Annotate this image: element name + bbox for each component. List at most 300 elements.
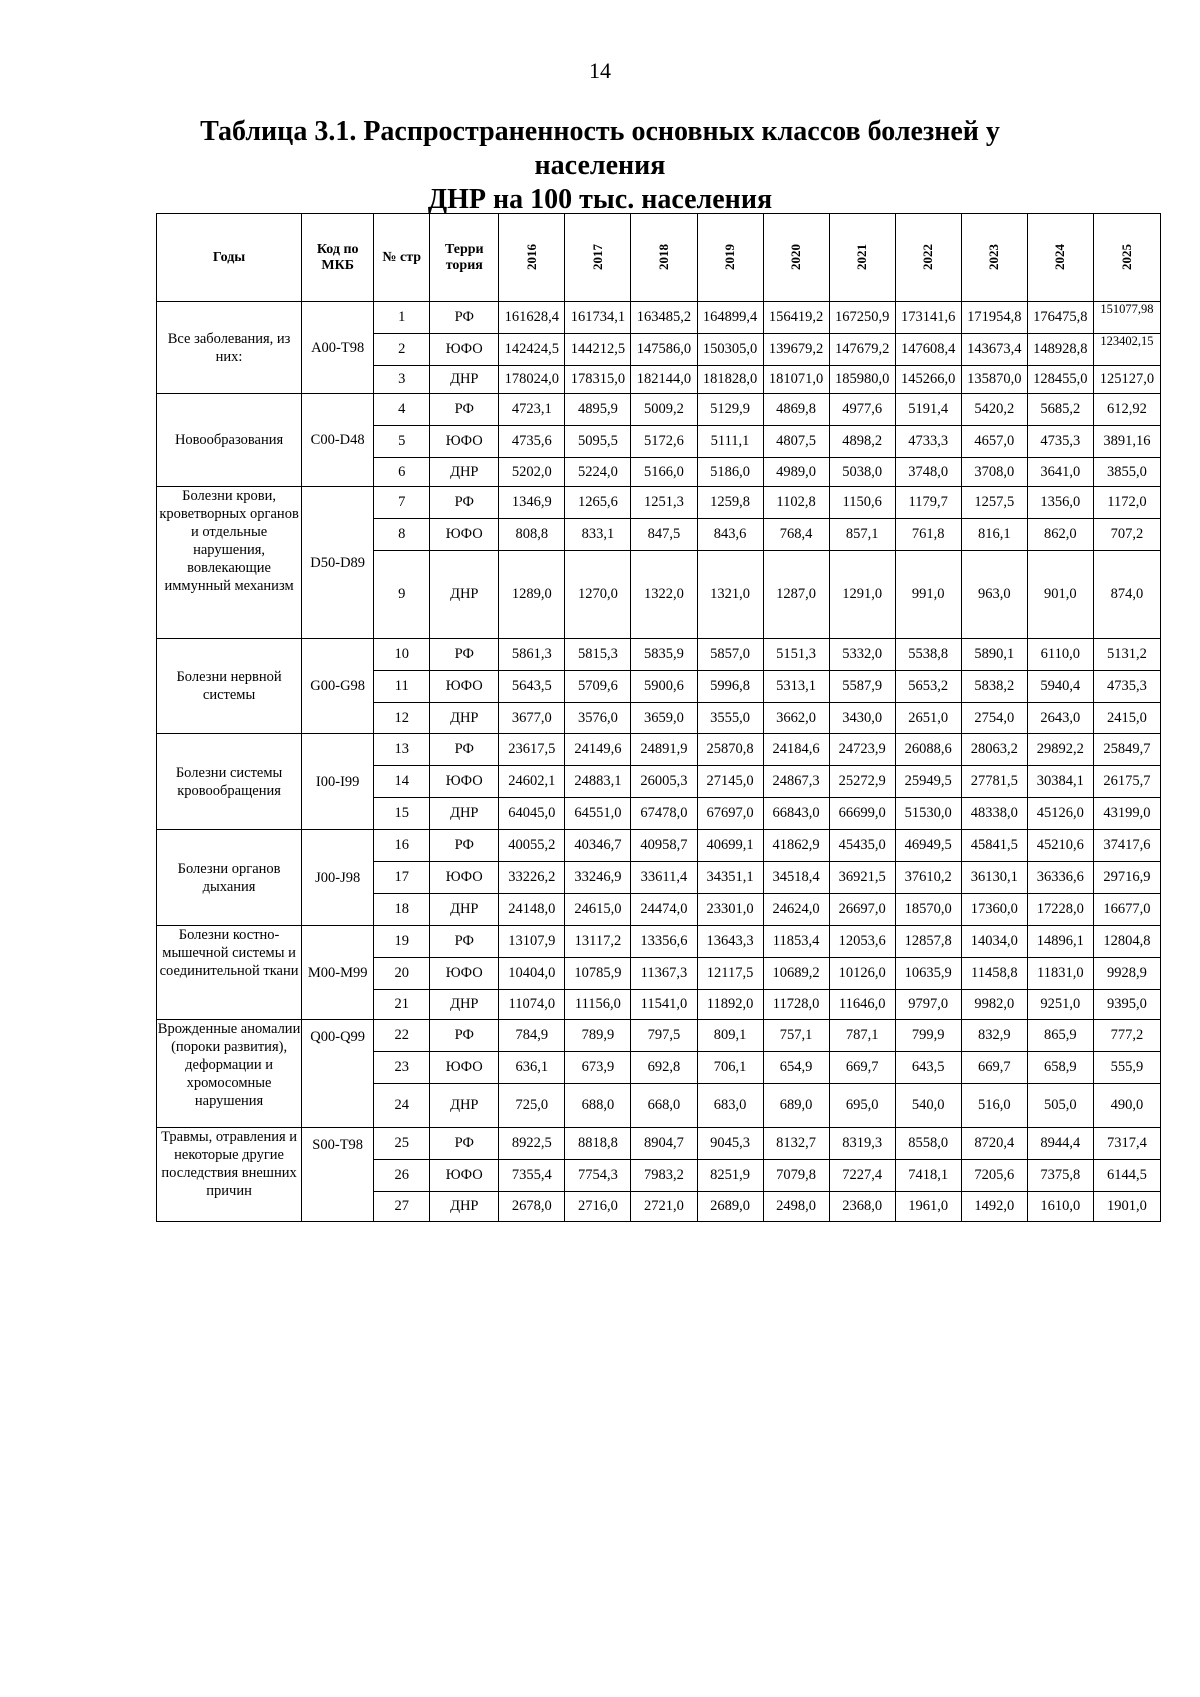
value-cell: 66843,0 — [763, 798, 829, 830]
disease-class-cell: Новообразования — [157, 394, 302, 487]
value-cell: 45126,0 — [1027, 798, 1093, 830]
value-cell: 11156,0 — [565, 990, 631, 1020]
row-number-cell: 12 — [374, 703, 430, 734]
header-year: 2017 — [565, 214, 631, 302]
value-cell: 1251,3 — [631, 487, 697, 519]
territory-cell: РФ — [430, 487, 499, 519]
table-row — [157, 1020, 1161, 1052]
value-cell: 5166,0 — [631, 458, 697, 487]
row-number-cell: 8 — [374, 519, 430, 551]
value-cell: 5313,1 — [763, 671, 829, 703]
value-cell: 636,1 — [499, 1052, 565, 1084]
territory-cell: ДНР — [430, 798, 499, 830]
value-cell: 3708,0 — [961, 458, 1027, 487]
value-cell: 789,9 — [565, 1020, 631, 1052]
value-cell: 7227,4 — [829, 1160, 895, 1192]
value-cell: 5940,4 — [1027, 671, 1093, 703]
value-cell: 51530,0 — [895, 798, 961, 830]
disease-prevalence-table — [156, 213, 1161, 1222]
value-cell: 46949,5 — [895, 830, 961, 862]
value-cell: 7079,8 — [763, 1160, 829, 1192]
value-cell: 8818,8 — [565, 1128, 631, 1160]
value-cell: 5900,6 — [631, 671, 697, 703]
value-cell: 24883,1 — [565, 766, 631, 798]
header-code: Код по МКБ — [302, 214, 374, 302]
header-year: 2021 — [829, 214, 895, 302]
disease-class-cell: Болезни нервной системы — [157, 639, 302, 734]
value-cell: 7754,3 — [565, 1160, 631, 1192]
value-cell: 29892,2 — [1027, 734, 1093, 766]
value-cell: 5890,1 — [961, 639, 1027, 671]
value-cell: 28063,2 — [961, 734, 1027, 766]
table-row — [157, 734, 1161, 766]
value-cell: 40055,2 — [499, 830, 565, 862]
value-cell: 612,92 — [1093, 394, 1160, 426]
value-cell: 45435,0 — [829, 830, 895, 862]
value-cell: 11074,0 — [499, 990, 565, 1020]
value-cell: 147679,2 — [829, 334, 895, 366]
value-cell: 4977,6 — [829, 394, 895, 426]
value-cell: 816,1 — [961, 519, 1027, 551]
value-cell: 8132,7 — [763, 1128, 829, 1160]
value-cell: 4735,3 — [1027, 426, 1093, 458]
value-cell: 12117,5 — [697, 958, 763, 990]
value-cell: 797,5 — [631, 1020, 697, 1052]
value-cell: 5996,8 — [697, 671, 763, 703]
value-cell: 37417,6 — [1093, 830, 1160, 862]
header-year: 2023 — [961, 214, 1027, 302]
value-cell: 181071,0 — [763, 366, 829, 394]
value-cell: 2721,0 — [631, 1192, 697, 1222]
value-cell: 26697,0 — [829, 894, 895, 926]
row-number-cell: 18 — [374, 894, 430, 926]
value-cell: 9251,0 — [1027, 990, 1093, 1020]
value-cell: 706,1 — [697, 1052, 763, 1084]
value-cell: 40699,1 — [697, 830, 763, 862]
header-year: 2025 — [1093, 214, 1160, 302]
territory-cell: ДНР — [430, 551, 499, 639]
table-row — [157, 1128, 1161, 1160]
value-cell: 11646,0 — [829, 990, 895, 1020]
value-cell: 142424,5 — [499, 334, 565, 366]
territory-cell: РФ — [430, 639, 499, 671]
row-number-cell: 17 — [374, 862, 430, 894]
value-cell: 658,9 — [1027, 1052, 1093, 1084]
value-cell: 857,1 — [829, 519, 895, 551]
value-cell: 5815,3 — [565, 639, 631, 671]
value-cell: 808,8 — [499, 519, 565, 551]
icd-code-cell: G00-G98 — [302, 639, 374, 734]
value-cell: 33226,2 — [499, 862, 565, 894]
value-cell: 10635,9 — [895, 958, 961, 990]
value-cell: 148928,8 — [1027, 334, 1093, 366]
value-cell: 26175,7 — [1093, 766, 1160, 798]
value-cell: 5857,0 — [697, 639, 763, 671]
value-cell: 17360,0 — [961, 894, 1027, 926]
value-cell: 8251,9 — [697, 1160, 763, 1192]
value-cell: 2651,0 — [895, 703, 961, 734]
value-cell: 24624,0 — [763, 894, 829, 926]
value-cell: 874,0 — [1093, 551, 1160, 639]
disease-class-cell: Все заболевания, из них: — [157, 302, 302, 394]
value-cell: 1901,0 — [1093, 1192, 1160, 1222]
value-cell: 669,7 — [961, 1052, 1027, 1084]
value-cell: 901,0 — [1027, 551, 1093, 639]
value-cell: 12857,8 — [895, 926, 961, 958]
value-cell: 865,9 — [1027, 1020, 1093, 1052]
header-year: 2022 — [895, 214, 961, 302]
value-cell: 9395,0 — [1093, 990, 1160, 1020]
value-cell: 1289,0 — [499, 551, 565, 639]
value-cell: 27781,5 — [961, 766, 1027, 798]
table-row — [157, 926, 1161, 958]
value-cell: 761,8 — [895, 519, 961, 551]
value-cell: 12804,8 — [1093, 926, 1160, 958]
value-cell: 2678,0 — [499, 1192, 565, 1222]
page-number: 14 — [589, 58, 611, 83]
value-cell: 2643,0 — [1027, 703, 1093, 734]
value-cell: 3662,0 — [763, 703, 829, 734]
value-cell: 64045,0 — [499, 798, 565, 830]
value-cell: 2689,0 — [697, 1192, 763, 1222]
value-cell: 10126,0 — [829, 958, 895, 990]
value-cell: 36336,6 — [1027, 862, 1093, 894]
value-cell: 654,9 — [763, 1052, 829, 1084]
value-cell: 847,5 — [631, 519, 697, 551]
value-cell: 8558,0 — [895, 1128, 961, 1160]
value-cell: 178315,0 — [565, 366, 631, 394]
row-number-cell: 20 — [374, 958, 430, 990]
value-cell: 3555,0 — [697, 703, 763, 734]
value-cell: 24474,0 — [631, 894, 697, 926]
value-cell: 33246,9 — [565, 862, 631, 894]
row-number-cell: 26 — [374, 1160, 430, 1192]
value-cell: 689,0 — [763, 1084, 829, 1128]
value-cell: 128455,0 — [1027, 366, 1093, 394]
row-number-cell: 15 — [374, 798, 430, 830]
value-cell: 33611,4 — [631, 862, 697, 894]
territory-cell: ДНР — [430, 703, 499, 734]
value-cell: 5709,6 — [565, 671, 631, 703]
territory-cell: РФ — [430, 734, 499, 766]
row-number-cell: 11 — [374, 671, 430, 703]
value-cell: 18570,0 — [895, 894, 961, 926]
value-cell: 8720,4 — [961, 1128, 1027, 1160]
value-cell: 26005,3 — [631, 766, 697, 798]
header-year: 2020 — [763, 214, 829, 302]
value-cell: 163485,2 — [631, 302, 697, 334]
value-cell: 36921,5 — [829, 862, 895, 894]
icd-code-cell: I00-I99 — [302, 734, 374, 830]
value-cell: 11458,8 — [961, 958, 1027, 990]
value-cell: 11831,0 — [1027, 958, 1093, 990]
value-cell: 3891,16 — [1093, 426, 1160, 458]
territory-cell: ДНР — [430, 458, 499, 487]
value-cell: 5151,3 — [763, 639, 829, 671]
value-cell: 4989,0 — [763, 458, 829, 487]
value-cell: 5202,0 — [499, 458, 565, 487]
value-cell: 178024,0 — [499, 366, 565, 394]
value-cell: 490,0 — [1093, 1084, 1160, 1128]
territory-cell: ЮФО — [430, 766, 499, 798]
value-cell: 1346,9 — [499, 487, 565, 519]
header-year: 2019 — [697, 214, 763, 302]
value-cell: 4735,6 — [499, 426, 565, 458]
value-cell: 6110,0 — [1027, 639, 1093, 671]
value-cell: 768,4 — [763, 519, 829, 551]
value-cell: 24149,6 — [565, 734, 631, 766]
value-cell: 7355,4 — [499, 1160, 565, 1192]
value-cell: 125127,0 — [1093, 366, 1160, 394]
value-cell: 36130,1 — [961, 862, 1027, 894]
value-cell: 5129,9 — [697, 394, 763, 426]
value-cell: 2498,0 — [763, 1192, 829, 1222]
value-cell: 2754,0 — [961, 703, 1027, 734]
value-cell: 48338,0 — [961, 798, 1027, 830]
territory-cell: ЮФО — [430, 862, 499, 894]
value-cell: 34351,1 — [697, 862, 763, 894]
value-cell: 3430,0 — [829, 703, 895, 734]
value-cell: 34518,4 — [763, 862, 829, 894]
value-cell: 13643,3 — [697, 926, 763, 958]
value-cell: 3641,0 — [1027, 458, 1093, 487]
territory-cell: РФ — [430, 1128, 499, 1160]
value-cell: 843,6 — [697, 519, 763, 551]
value-cell: 505,0 — [1027, 1084, 1093, 1128]
row-number-cell: 9 — [374, 551, 430, 639]
value-cell: 147586,0 — [631, 334, 697, 366]
value-cell: 11853,4 — [763, 926, 829, 958]
value-cell: 1172,0 — [1093, 487, 1160, 519]
value-cell: 182144,0 — [631, 366, 697, 394]
territory-cell: ДНР — [430, 366, 499, 394]
value-cell: 5685,2 — [1027, 394, 1093, 426]
value-cell: 139679,2 — [763, 334, 829, 366]
value-cell: 25949,5 — [895, 766, 961, 798]
table-title-line-2: ДНР на 100 тыс. населения — [427, 184, 773, 215]
value-cell: 11541,0 — [631, 990, 697, 1020]
value-cell: 7205,6 — [961, 1160, 1027, 1192]
value-cell: 5131,2 — [1093, 639, 1160, 671]
value-cell: 150305,0 — [697, 334, 763, 366]
value-cell: 757,1 — [763, 1020, 829, 1052]
value-cell: 809,1 — [697, 1020, 763, 1052]
value-cell: 1610,0 — [1027, 1192, 1093, 1222]
value-cell: 2368,0 — [829, 1192, 895, 1222]
row-number-cell: 24 — [374, 1084, 430, 1128]
value-cell: 10785,9 — [565, 958, 631, 990]
value-cell: 10689,2 — [763, 958, 829, 990]
value-cell: 3576,0 — [565, 703, 631, 734]
icd-code-cell: Q00-Q99 — [302, 1020, 374, 1128]
value-cell: 144212,5 — [565, 334, 631, 366]
value-cell: 1356,0 — [1027, 487, 1093, 519]
value-cell: 516,0 — [961, 1084, 1027, 1128]
value-cell: 14034,0 — [961, 926, 1027, 958]
value-cell: 25272,9 — [829, 766, 895, 798]
value-cell: 9982,0 — [961, 990, 1027, 1020]
value-cell: 161628,4 — [499, 302, 565, 334]
value-cell: 668,0 — [631, 1084, 697, 1128]
disease-class-cell: Врожденные аномалии (пороки развития), деформации и хромосомные нарушения — [157, 1020, 302, 1128]
row-number-cell: 13 — [374, 734, 430, 766]
header-year: 2024 — [1027, 214, 1093, 302]
territory-cell: РФ — [430, 302, 499, 334]
value-cell: 1321,0 — [697, 551, 763, 639]
value-cell: 8944,4 — [1027, 1128, 1093, 1160]
value-cell: 1150,6 — [829, 487, 895, 519]
header-years: Годы — [157, 214, 302, 302]
value-cell: 9797,0 — [895, 990, 961, 1020]
value-cell: 13356,6 — [631, 926, 697, 958]
value-cell: 799,9 — [895, 1020, 961, 1052]
row-number-cell: 4 — [374, 394, 430, 426]
value-cell: 4807,5 — [763, 426, 829, 458]
value-cell: 1179,7 — [895, 487, 961, 519]
disease-class-cell: Болезни системы кровообращения — [157, 734, 302, 830]
value-cell: 6144,5 — [1093, 1160, 1160, 1192]
table-row — [157, 487, 1161, 519]
icd-code-cell: S00-T98 — [302, 1128, 374, 1222]
value-cell: 1287,0 — [763, 551, 829, 639]
value-cell: 4733,3 — [895, 426, 961, 458]
row-number-cell: 6 — [374, 458, 430, 487]
value-cell: 7983,2 — [631, 1160, 697, 1192]
value-cell: 777,2 — [1093, 1020, 1160, 1052]
value-cell: 171954,8 — [961, 302, 1027, 334]
value-cell: 164899,4 — [697, 302, 763, 334]
value-cell: 67478,0 — [631, 798, 697, 830]
value-cell: 173141,6 — [895, 302, 961, 334]
value-cell: 24148,0 — [499, 894, 565, 926]
value-cell: 5191,4 — [895, 394, 961, 426]
value-cell: 25870,8 — [697, 734, 763, 766]
header-territory: Терри тория — [430, 214, 499, 302]
value-cell: 673,9 — [565, 1052, 631, 1084]
value-cell: 5861,3 — [499, 639, 565, 671]
header-row — [157, 214, 1161, 302]
value-cell: 8904,7 — [631, 1128, 697, 1160]
value-cell: 40958,7 — [631, 830, 697, 862]
value-cell: 4869,8 — [763, 394, 829, 426]
value-cell: 4898,2 — [829, 426, 895, 458]
value-cell: 692,8 — [631, 1052, 697, 1084]
icd-code-cell: M00-M99 — [302, 926, 374, 1020]
disease-class-cell: Травмы, отравления и некоторые другие последствия внешних причин — [157, 1128, 302, 1222]
value-cell: 43199,0 — [1093, 798, 1160, 830]
value-cell: 5420,2 — [961, 394, 1027, 426]
value-cell: 24184,6 — [763, 734, 829, 766]
value-cell: 12053,6 — [829, 926, 895, 958]
value-cell: 1322,0 — [631, 551, 697, 639]
value-cell: 37610,2 — [895, 862, 961, 894]
value-cell: 7418,1 — [895, 1160, 961, 1192]
value-cell: 13117,2 — [565, 926, 631, 958]
value-cell: 540,0 — [895, 1084, 961, 1128]
value-cell: 8922,5 — [499, 1128, 565, 1160]
value-cell: 963,0 — [961, 551, 1027, 639]
value-cell: 67697,0 — [697, 798, 763, 830]
value-cell: 4657,0 — [961, 426, 1027, 458]
value-cell: 11728,0 — [763, 990, 829, 1020]
value-cell: 23617,5 — [499, 734, 565, 766]
value-cell: 143673,4 — [961, 334, 1027, 366]
table-row — [157, 302, 1161, 334]
icd-code-cell: J00-J98 — [302, 830, 374, 926]
row-number-cell: 23 — [374, 1052, 430, 1084]
table-row — [157, 394, 1161, 426]
value-cell: 5186,0 — [697, 458, 763, 487]
value-cell: 24602,1 — [499, 766, 565, 798]
value-cell: 24891,9 — [631, 734, 697, 766]
value-cell: 1961,0 — [895, 1192, 961, 1222]
value-cell: 3748,0 — [895, 458, 961, 487]
value-cell: 1259,8 — [697, 487, 763, 519]
territory-cell: ЮФО — [430, 426, 499, 458]
value-cell: 64551,0 — [565, 798, 631, 830]
value-cell: 5172,6 — [631, 426, 697, 458]
value-cell: 3855,0 — [1093, 458, 1160, 487]
disease-class-cell: Болезни крови, кроветворных органов и отдельные нарушения, вовлекающие иммунный механизм — [157, 487, 302, 639]
value-cell: 5038,0 — [829, 458, 895, 487]
value-cell: 3677,0 — [499, 703, 565, 734]
value-cell: 5538,8 — [895, 639, 961, 671]
value-cell: 683,0 — [697, 1084, 763, 1128]
row-number-cell: 7 — [374, 487, 430, 519]
row-number-cell: 3 — [374, 366, 430, 394]
value-cell: 161734,1 — [565, 302, 631, 334]
value-cell: 181828,0 — [697, 366, 763, 394]
territory-cell: ДНР — [430, 990, 499, 1020]
value-cell: 1291,0 — [829, 551, 895, 639]
value-cell: 23301,0 — [697, 894, 763, 926]
value-cell: 7375,8 — [1027, 1160, 1093, 1192]
value-cell: 9928,9 — [1093, 958, 1160, 990]
territory-cell: ЮФО — [430, 958, 499, 990]
value-cell: 725,0 — [499, 1084, 565, 1128]
header-year: 2018 — [631, 214, 697, 302]
row-number-cell: 21 — [374, 990, 430, 1020]
value-cell: 26088,6 — [895, 734, 961, 766]
value-cell: 24615,0 — [565, 894, 631, 926]
value-cell: 2415,0 — [1093, 703, 1160, 734]
value-cell: 5009,2 — [631, 394, 697, 426]
icd-code-cell: D50-D89 — [302, 487, 374, 639]
value-cell: 2716,0 — [565, 1192, 631, 1222]
value-cell: 3659,0 — [631, 703, 697, 734]
value-cell: 45210,6 — [1027, 830, 1093, 862]
row-number-cell: 25 — [374, 1128, 430, 1160]
value-cell: 669,7 — [829, 1052, 895, 1084]
value-cell: 24723,9 — [829, 734, 895, 766]
value-cell: 5224,0 — [565, 458, 631, 487]
value-cell: 185980,0 — [829, 366, 895, 394]
table-row — [157, 639, 1161, 671]
value-cell: 643,5 — [895, 1052, 961, 1084]
row-number-cell: 19 — [374, 926, 430, 958]
row-number-cell: 27 — [374, 1192, 430, 1222]
value-cell: 135870,0 — [961, 366, 1027, 394]
value-cell: 5838,2 — [961, 671, 1027, 703]
value-cell: 695,0 — [829, 1084, 895, 1128]
value-cell: 41862,9 — [763, 830, 829, 862]
territory-cell: ЮФО — [430, 334, 499, 366]
value-cell: 45841,5 — [961, 830, 1027, 862]
value-cell: 5111,1 — [697, 426, 763, 458]
value-cell: 151077,98 — [1093, 302, 1160, 334]
value-cell: 176475,8 — [1027, 302, 1093, 334]
territory-cell: РФ — [430, 830, 499, 862]
